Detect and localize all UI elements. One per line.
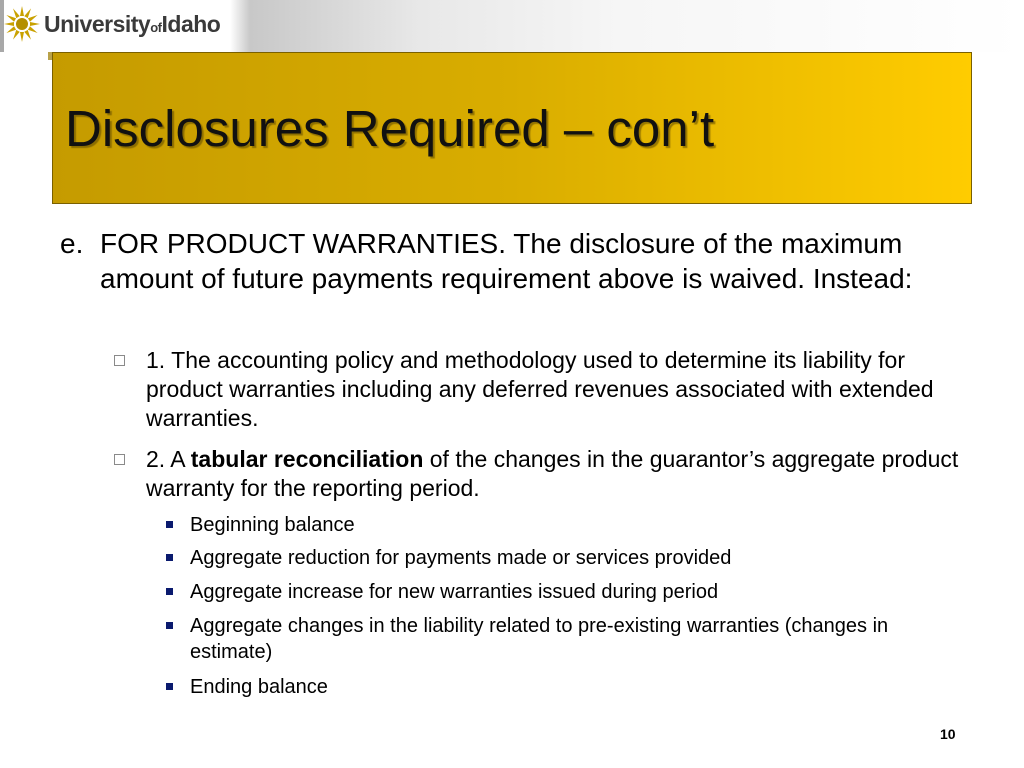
- sub-item-bold-term: tabular reconciliation: [190, 446, 424, 472]
- university-wordmark: [44, 11, 220, 38]
- bullet-item: [166, 579, 966, 605]
- bullet-text: Aggregate increase for new warranties issued during period: [190, 581, 719, 603]
- main-point-marker: e.: [60, 228, 84, 259]
- hollow-square-bullet-icon: [114, 454, 125, 465]
- title-banner: [52, 52, 972, 204]
- sub-item-text-before: 2. A: [146, 446, 191, 472]
- bullet-text: Beginning balance: [190, 514, 355, 536]
- sub-item: [114, 346, 964, 433]
- bullet-item: [166, 545, 966, 571]
- university-logo: [2, 4, 220, 44]
- sub-item-text: [146, 445, 964, 503]
- bullet-item: [166, 613, 966, 665]
- wordmark-of: of: [150, 19, 162, 35]
- sunburst-logo-icon: [2, 4, 42, 44]
- page-number: 10: [940, 726, 956, 742]
- square-bullet-icon: [166, 521, 173, 528]
- main-point-text: FOR PRODUCT WARRANTIES. The disclosure of the maximum amount of future payments requirement above is waived. Instead:: [100, 228, 913, 294]
- sub-item: [114, 445, 964, 503]
- wordmark-idaho: Idaho: [161, 10, 221, 37]
- header-bar: [0, 0, 1024, 52]
- bullet-text: Aggregate reduction for payments made or services provided: [190, 547, 732, 569]
- hollow-square-bullet-icon: [114, 355, 125, 366]
- square-bullet-icon: [166, 554, 173, 561]
- square-bullet-icon: [166, 588, 173, 595]
- sub-item-text: 1. The accounting policy and methodology used to determine its liability for product warranties including any deferred revenues associated with extended warranties.: [146, 347, 934, 431]
- square-bullet-icon: [166, 622, 173, 629]
- square-bullet-icon: [166, 683, 173, 690]
- bullet-item: [166, 674, 966, 700]
- bullet-item: [166, 512, 966, 538]
- bullet-text: Ending balance: [190, 676, 328, 698]
- slide-title: Disclosures Required – con’t: [65, 100, 715, 157]
- wordmark-university: University: [44, 10, 151, 37]
- main-point: [60, 226, 970, 296]
- sub-item-text-after: of the changes in the guarantor’s aggregate product warranty for the reporting period.: [146, 446, 959, 501]
- bullet-text: Aggregate changes in the liability related to pre-existing warranties (changes in estimate): [190, 615, 889, 663]
